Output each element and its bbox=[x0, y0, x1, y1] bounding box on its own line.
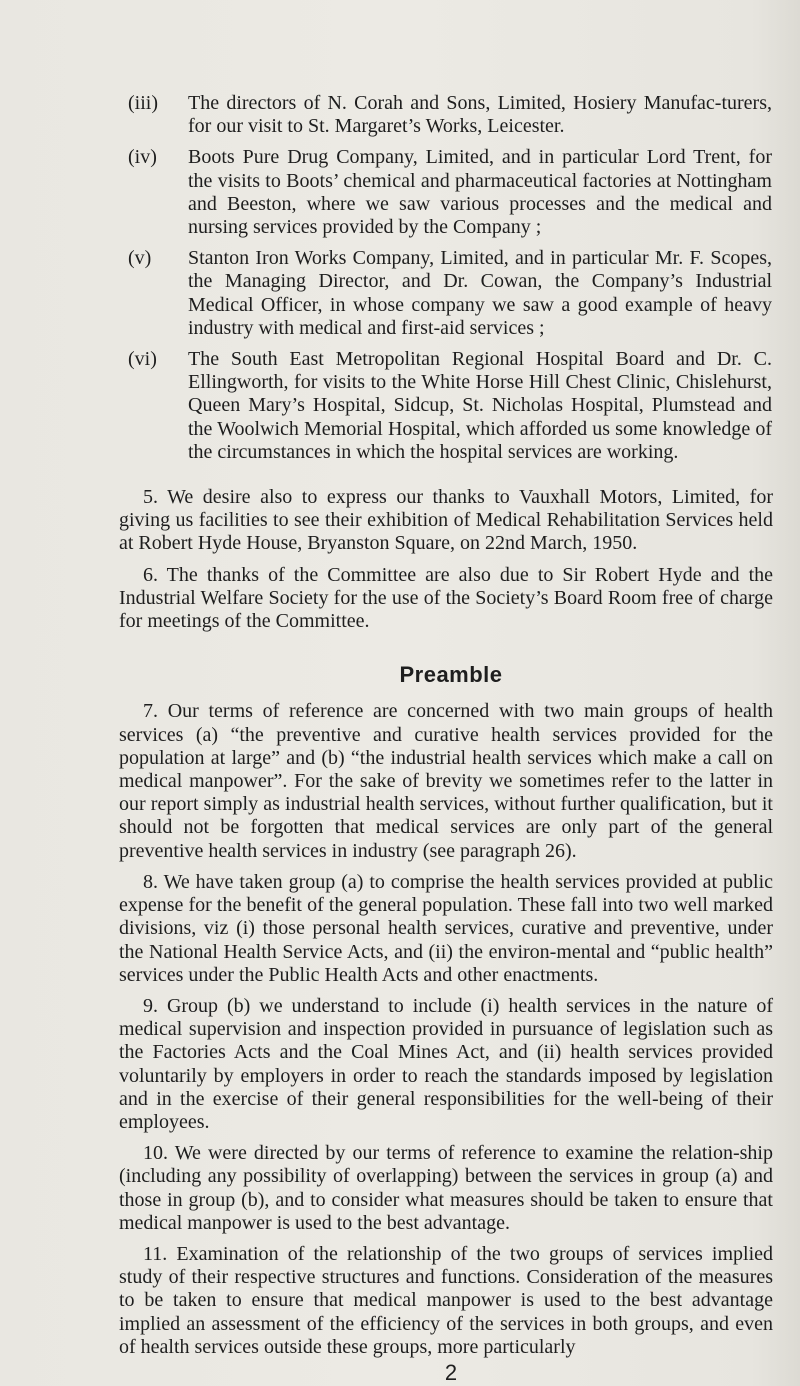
list-item-text: Boots Pure Drug Company, Limited, and in particular Lord Trent, for the visits to Boots’ chemical and pharmaceutical factories at Nottingham and Beeston, where we saw various processes and the medical and nursing services provided by the Company ; bbox=[188, 146, 772, 239]
list-item-text: The directors of N. Corah and Sons, Limited, Hosiery Manufac-turers, for our visit to St. Margaret’s Works, Leicester. bbox=[188, 92, 772, 138]
paragraph-5: 5. We desire also to express our thanks to Vauxhall Motors, Limited, for giving us facilities to see their exhibition of Medical Rehabilitation Services held at Robert Hyde House, Bryanston Square, on 22nd March, 1950. bbox=[119, 486, 773, 555]
page-number: 2 bbox=[444, 1359, 458, 1385]
paragraph-8: 8. We have taken group (a) to comprise the health services provided at public expense for the benefit of the general population. These fall into two well marked divisions, viz (i) those personal health services, curative and preventive, under the National Health Service Acts, and (ii) the environ-mental and “public health” services under the Public Health Acts and other enactments. bbox=[119, 870, 773, 986]
list-item-text: The South East Metropolitan Regional Hospital Board and Dr. C. Ellingworth, for visits to the White Horse Hill Chest Clinic, Chislehurst, Queen Mary’s Hospital, Sidcup, St. Nicholas Hospital, Plumstead and the Woolwich Memorial Hospital, which afforded us some knowledge of the circumstances in which the hospital services are working. bbox=[188, 348, 772, 463]
list-item-text: Stanton Iron Works Company, Limited, and in particular Mr. F. Scopes, the Managing Director, and Dr. Cowan, the Company’s Industrial Medical Officer, in whose company we saw a good example of heavy industry with medical and first-aid services ; bbox=[188, 247, 772, 339]
list-item-number: (vi) bbox=[128, 348, 157, 371]
paragraph-6: 6. The thanks of the Committee are also due to Sir Robert Hyde and the Industrial Welfare Society for the use of the Society’s Board Room free of charge for meetings of the Committee. bbox=[119, 563, 773, 633]
paragraph-10: 10. We were directed by our terms of reference to examine the relation-ship (including any possibility of overlapping) between the services in group (a) and those in group (b), and to consider what measures should be taken to ensure that medical manpower is used to the best advantage. bbox=[119, 1142, 773, 1234]
list-item-number: (iii) bbox=[128, 92, 158, 114]
list-item bbox=[130, 92, 772, 138]
paragraph-7: 7. Our terms of reference are concerned with two main groups of health services (a) “the preventive and curative health services provided for the population at large” and (b) “the industrial health services which make a call on medical manpower”. For the sake of brevity we sometimes refer to the latter in our report simply as industrial health services, without further qualification, but it should not be forgotten that medical services are only part of the general preventive health services in industry (see paragraph 26). bbox=[119, 700, 773, 862]
paragraph-11: 11. Examination of the relationship of the two groups of services implied study of their respective structures and functions. Consideration of the measures to be taken to ensure that medical manpower is used to the best advantage implied an assessment of the efficiency of the services in both groups, and even of health services outside these groups, more particularly bbox=[119, 1242, 773, 1358]
list-item-number: (iv) bbox=[128, 146, 157, 169]
list-item bbox=[130, 348, 772, 464]
page-text bbox=[119, 92, 773, 1385]
list-item bbox=[130, 146, 772, 239]
list-item-number: (v) bbox=[128, 247, 152, 270]
section-heading: Preamble bbox=[399, 662, 503, 688]
paragraph-9: 9. Group (b) we understand to include (i) health services in the nature of medical supervision and inspection provided in pursuance of legislation such as the Factories Acts and the Coal Mines Act, and (ii) health services provided voluntarily by employers in order to reach the standards imposed by legislation and in the exercise of their general responsibilities for the well-being of their employees. bbox=[119, 994, 773, 1133]
list-item bbox=[130, 247, 772, 340]
